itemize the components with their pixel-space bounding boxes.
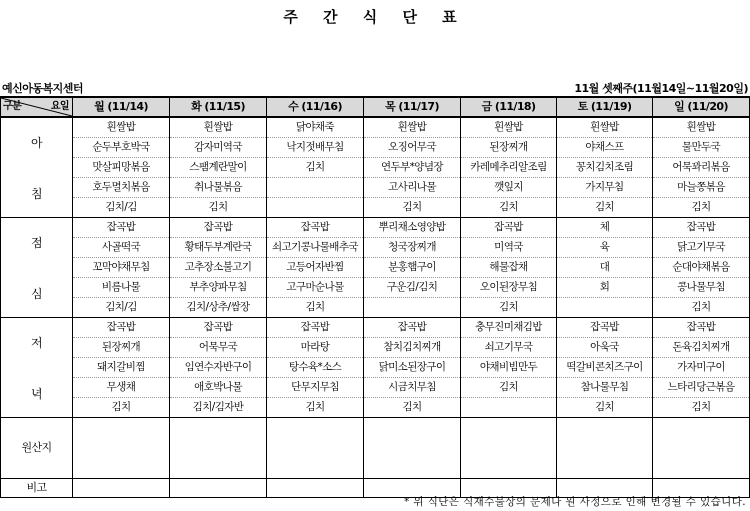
menu-cell: 잡곡밥 [364,318,461,338]
menu-cell: 고사리나물 [364,178,461,198]
origin-cell [653,418,750,479]
menu-cell: 대 [557,258,653,278]
day-header-mon: 월 (11/14) [73,97,170,117]
dinner-row [1,338,750,358]
menu-cell: 닭미소된장구이 [364,358,461,378]
menu-cell: 맛살피망볶음 [73,158,170,178]
origin-row [1,418,750,479]
week-label: 11월 셋째주(11월14일~11월20일) [574,82,748,95]
menu-cell: 김치/김 [73,298,170,318]
menu-cell: 김치/김자반 [170,398,267,418]
menu-cell [461,398,557,418]
day-header-fri: 금 (11/18) [461,97,557,117]
menu-cell: 쇠고기콩나물배추국 [267,238,364,258]
menu-cell: 비름나물 [73,278,170,298]
menu-cell: 쇠고기무국 [461,338,557,358]
menu-cell: 연두부*양념장 [364,158,461,178]
menu-cell: 김치 [653,198,750,218]
remarks-cell [73,479,170,498]
menu-cell: 회 [557,278,653,298]
menu-cell: 김치 [73,398,170,418]
menu-cell: 미역국 [461,238,557,258]
menu-cell: 된장찌개 [461,138,557,158]
corner-label-day: 요일 [50,101,69,112]
origin-cell [557,418,653,479]
menu-cell: 흰쌀밥 [653,117,750,138]
menu-cell: 떡갈비콘치즈구이 [557,358,653,378]
menu-cell: 김치/상추/쌈장 [170,298,267,318]
menu-cell: 야채스프 [557,138,653,158]
menu-cell: 청국장찌개 [364,238,461,258]
menu-cell: 잡곡밥 [73,218,170,238]
menu-cell: 참나물무침 [557,378,653,398]
menu-cell [364,298,461,318]
menu-cell: 구운김/김치 [364,278,461,298]
origin-cell [364,418,461,479]
menu-cell: 잡곡밥 [653,218,750,238]
menu-cell: 야채비빔만두 [461,358,557,378]
origin-cell [461,418,557,479]
menu-cell [557,298,653,318]
menu-cell: 김치 [267,398,364,418]
menu-cell: 꽁치김치조림 [557,158,653,178]
menu-cell: 취나물볶음 [170,178,267,198]
menu-cell: 잡곡밥 [557,318,653,338]
menu-cell: 김치 [653,298,750,318]
lunch-label-top: 점 [31,235,42,250]
lunch-label-bottom: 심 [31,286,42,301]
menu-cell: 김치 [267,158,364,178]
menu-cell: 콩나물무침 [653,278,750,298]
menu-cell: 해물잡채 [461,258,557,278]
day-header-sat: 토 (11/19) [557,97,653,117]
menu-cell: 애호박나물 [170,378,267,398]
menu-cell: 순대야채볶음 [653,258,750,278]
menu-cell: 충무진미채김밥 [461,318,557,338]
menu-cell: 고추장소불고기 [170,258,267,278]
menu-cell: 김치 [170,198,267,218]
org-name: 예신아동복지센터 [2,82,84,95]
menu-cell: 흰쌀밥 [170,117,267,138]
menu-cell: 참치김치찌개 [364,338,461,358]
menu-cell: 단무지무침 [267,378,364,398]
day-header-thu: 목 (11/17) [364,97,461,117]
origin-label: 원산지 [1,418,73,479]
menu-cell: 아욱국 [557,338,653,358]
day-header-sun: 일 (11/20) [653,97,750,117]
menu-cell: 사골떡국 [73,238,170,258]
menu-cell: 잡곡밥 [461,218,557,238]
menu-cell: 체 [557,218,653,238]
menu-cell: 김치 [364,198,461,218]
menu-cell: 임연수자반구이 [170,358,267,378]
menu-cell: 김치 [557,198,653,218]
menu-cell: 탕수육*소스 [267,358,364,378]
menu-cell: 잡곡밥 [267,318,364,338]
menu-cell: 꼬막야채무침 [73,258,170,278]
origin-cell [267,418,364,479]
dinner-row [1,378,750,398]
menu-cell: 잡곡밥 [73,318,170,338]
menu-cell: 김치 [461,378,557,398]
breakfast-row [1,198,750,218]
menu-cell: 잡곡밥 [267,218,364,238]
menu-cell: 고구마순나물 [267,278,364,298]
menu-cell: 김치 [653,398,750,418]
menu-cell [267,178,364,198]
menu-cell: 흰쌀밥 [461,117,557,138]
menu-cell: 된장찌개 [73,338,170,358]
menu-cell: 어묵꽈리볶음 [653,158,750,178]
menu-cell: 마늘쫑볶음 [653,178,750,198]
menu-cell: 시금치무침 [364,378,461,398]
menu-cell: 깻잎지 [461,178,557,198]
day-header-wed: 수 (11/16) [267,97,364,117]
menu-cell: 닭고기무국 [653,238,750,258]
menu-cell: 흰쌀밥 [557,117,653,138]
menu-cell: 분홍햄구이 [364,258,461,278]
page-title: 주 간 식 단 표 [283,8,467,26]
header-row [1,97,750,117]
remarks-cell [267,479,364,498]
origin-cell [170,418,267,479]
dinner-label-top: 저 [31,335,42,350]
breakfast-label [1,117,73,218]
breakfast-row [1,138,750,158]
menu-cell: 김치/김 [73,198,170,218]
menu-cell: 잡곡밥 [170,218,267,238]
lunch-row [1,258,750,278]
menu-cell: 고등어자반찜 [267,258,364,278]
breakfast-row [1,158,750,178]
footnote: * 위 식단은 식재수불상의 문제나 원 사정으로 인해 변경될 수 있습니다. [404,496,746,508]
origin-cell [73,418,170,479]
lunch-row [1,218,750,238]
lunch-row [1,298,750,318]
menu-cell: 흰쌀밥 [73,117,170,138]
breakfast-label-bottom: 침 [31,186,42,201]
dinner-row [1,398,750,418]
menu-cell: 카레메추리알조림 [461,158,557,178]
menu-cell [267,198,364,218]
menu-cell: 돈육김치찌개 [653,338,750,358]
lunch-label [1,218,73,318]
dinner-row [1,358,750,378]
breakfast-row [1,117,750,138]
dinner-row [1,318,750,338]
menu-cell: 부추양파무침 [170,278,267,298]
lunch-row [1,278,750,298]
menu-cell: 김치 [557,398,653,418]
day-header-tue: 화 (11/15) [170,97,267,117]
menu-cell: 오징어무국 [364,138,461,158]
breakfast-label-top: 아 [31,135,42,150]
menu-cell: 어묵무국 [170,338,267,358]
menu-cell: 흰쌀밥 [364,117,461,138]
dinner-label [1,318,73,418]
menu-table [0,96,750,498]
corner-label-category: 구분 [3,101,22,112]
menu-cell: 김치 [364,398,461,418]
menu-cell: 순두부호박국 [73,138,170,158]
corner-cell [1,97,73,117]
menu-cell: 감자미역국 [170,138,267,158]
remarks-label: 비고 [1,479,73,498]
menu-cell: 스팸계란말이 [170,158,267,178]
menu-cell: 돼지갈비찜 [73,358,170,378]
menu-cell: 육 [557,238,653,258]
menu-cell: 황태두부계란국 [170,238,267,258]
lunch-row [1,238,750,258]
remarks-cell [170,479,267,498]
menu-cell: 김치 [461,298,557,318]
menu-cell: 잡곡밥 [170,318,267,338]
menu-cell: 김치 [267,298,364,318]
menu-cell: 닭야채죽 [267,117,364,138]
menu-cell: 가지무침 [557,178,653,198]
menu-cell: 가자미구이 [653,358,750,378]
breakfast-row [1,178,750,198]
dinner-label-bottom: 녁 [31,386,42,401]
menu-cell: 낙지젓배무침 [267,138,364,158]
menu-cell: 잡곡밥 [653,318,750,338]
menu-cell: 김치 [461,198,557,218]
menu-cell: 마라탕 [267,338,364,358]
menu-cell: 느타리당근볶음 [653,378,750,398]
menu-cell: 무생채 [73,378,170,398]
menu-cell: 호두멸치볶음 [73,178,170,198]
menu-cell: 물만두국 [653,138,750,158]
menu-cell: 뿌리채소영양밥 [364,218,461,238]
menu-cell: 오이된장무침 [461,278,557,298]
